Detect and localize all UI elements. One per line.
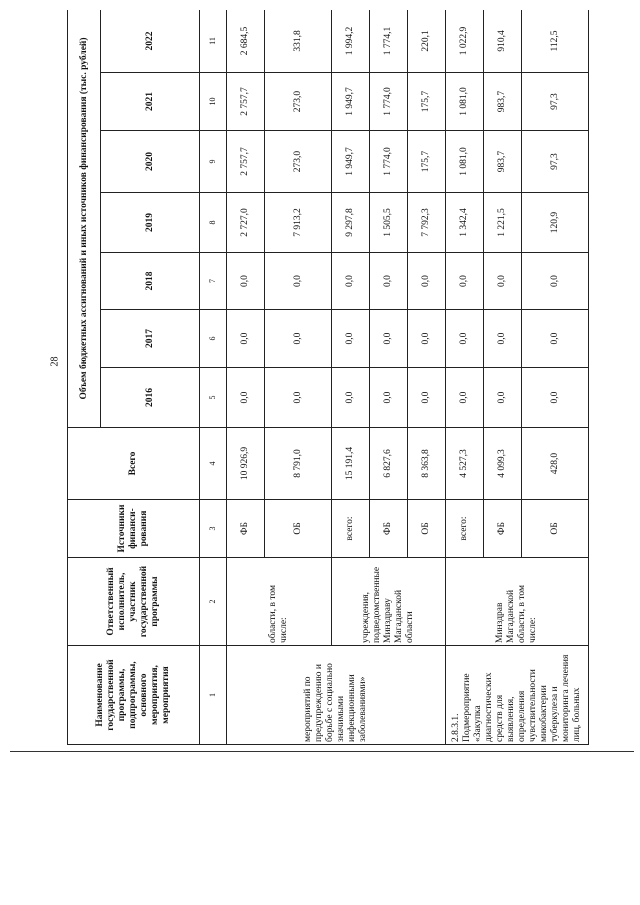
- value-cell: 1 081,0: [446, 131, 484, 193]
- value-cell: 1 949,7: [332, 73, 370, 131]
- value-cell: 0,0: [370, 253, 408, 310]
- source-cell: ФБ: [227, 500, 265, 558]
- page-number: 28: [49, 356, 61, 366]
- column-number: 1: [200, 646, 227, 745]
- value-cell: 2 727,0: [227, 193, 265, 253]
- value-cell: 0,0: [265, 310, 332, 368]
- value-cell: 983,7: [484, 73, 522, 131]
- value-cell: 9 297,8: [332, 193, 370, 253]
- total-cell: 4 099,3: [484, 428, 522, 500]
- value-cell: 331,8: [265, 10, 332, 73]
- source-cell: ОБ: [265, 500, 332, 558]
- header-year: 2021: [101, 73, 200, 131]
- source-cell: ФБ: [370, 500, 408, 558]
- value-cell: 0,0: [370, 310, 408, 368]
- value-cell: 2 757,7: [227, 73, 265, 131]
- value-cell: 983,7: [484, 131, 522, 193]
- column-number: 9: [200, 131, 227, 193]
- value-cell: 1 081,0: [446, 73, 484, 131]
- value-cell: 175,7: [408, 131, 446, 193]
- header-year: 2020: [101, 131, 200, 193]
- value-cell: 1 022,9: [446, 10, 484, 73]
- value-cell: 0,0: [522, 253, 589, 310]
- column-number: 2: [200, 558, 227, 646]
- column-number: 10: [200, 73, 227, 131]
- value-cell: 0,0: [227, 253, 265, 310]
- value-cell: 0,0: [484, 368, 522, 428]
- value-cell: 0,0: [522, 368, 589, 428]
- value-cell: 273,0: [265, 131, 332, 193]
- value-cell: 1 774,0: [370, 73, 408, 131]
- value-cell: 175,7: [408, 73, 446, 131]
- value-cell: 0,0: [332, 368, 370, 428]
- value-cell: 2 684,5: [227, 10, 265, 73]
- header-source: Источники финанси-рования: [68, 500, 200, 558]
- value-cell: 1 774,0: [370, 131, 408, 193]
- source-cell: ФБ: [484, 500, 522, 558]
- value-cell: 0,0: [484, 310, 522, 368]
- total-cell: 8 363,8: [408, 428, 446, 500]
- value-cell: 97,3: [522, 73, 589, 131]
- header-volume: Объем бюджетных ассигнований и иных источников финансирования (тыс. рублей): [68, 10, 101, 428]
- value-cell: 120,9: [522, 193, 589, 253]
- value-cell: 0,0: [522, 310, 589, 368]
- value-cell: 1 342,4: [446, 193, 484, 253]
- value-cell: 0,0: [370, 368, 408, 428]
- value-cell: 1 505,5: [370, 193, 408, 253]
- total-cell: 6 827,6: [370, 428, 408, 500]
- value-cell: 0,0: [227, 368, 265, 428]
- value-cell: 0,0: [408, 253, 446, 310]
- header-year: 2022: [101, 10, 200, 73]
- total-cell: 8 791,0: [265, 428, 332, 500]
- value-cell: 97,3: [522, 131, 589, 193]
- group-name: мероприятий по предупреждению и борьбе с социально значимыми инфекционными заболеваниями»: [227, 646, 446, 745]
- value-cell: 0,0: [227, 310, 265, 368]
- header-total: Всего: [68, 428, 200, 500]
- value-cell: 910,4: [484, 10, 522, 73]
- column-number: 8: [200, 193, 227, 253]
- value-cell: 0,0: [408, 368, 446, 428]
- column-number: 11: [200, 10, 227, 73]
- header-year: 2017: [101, 310, 200, 368]
- rotated-table-container: [67, 10, 617, 745]
- column-number: 6: [200, 310, 227, 368]
- header-executor: Ответственный исполнитель, участник государственной программы: [68, 558, 200, 646]
- value-cell: 0,0: [265, 253, 332, 310]
- total-cell: 4 527,3: [446, 428, 484, 500]
- header-name: Наименование государственной программы, подпрограммы, основного мероприятия, мероприятия: [68, 646, 200, 745]
- value-cell: 7 792,3: [408, 193, 446, 253]
- value-cell: 0,0: [484, 253, 522, 310]
- header-year: 2019: [101, 193, 200, 253]
- value-cell: 220,1: [408, 10, 446, 73]
- value-cell: 0,0: [446, 253, 484, 310]
- value-cell: 112,5: [522, 10, 589, 73]
- source-cell: всего:: [332, 500, 370, 558]
- value-cell: 1 994,2: [332, 10, 370, 73]
- total-cell: 15 191,4: [332, 428, 370, 500]
- value-cell: 0,0: [446, 310, 484, 368]
- source-cell: ОБ: [522, 500, 589, 558]
- executor-cell: Минздрав Магаданской области, в том числе:: [446, 558, 589, 646]
- financing-table: [67, 10, 589, 745]
- executor-cell: области, в том числе:: [227, 558, 332, 646]
- value-cell: 1 949,7: [332, 131, 370, 193]
- value-cell: 0,0: [408, 310, 446, 368]
- header-year: 2016: [101, 368, 200, 428]
- total-cell: 10 926,9: [227, 428, 265, 500]
- column-number: 5: [200, 368, 227, 428]
- value-cell: 1 774,1: [370, 10, 408, 73]
- column-number: 3: [200, 500, 227, 558]
- column-number: 7: [200, 253, 227, 310]
- header-year: 2018: [101, 253, 200, 310]
- source-cell: всего:: [446, 500, 484, 558]
- source-cell: ОБ: [408, 500, 446, 558]
- value-cell: 1 221,5: [484, 193, 522, 253]
- subevent-name: 2.8.3.1. Подмероприятие «Закупка диагностических средств для выявления, определения чувствительности микобактерии туберкулеза и мониторинга лечения лиц, больных: [446, 646, 589, 745]
- value-cell: 0,0: [265, 368, 332, 428]
- page-divider: [10, 751, 634, 752]
- executor-cell: учреждения, подведомственные Минздраву Магаданской области: [332, 558, 446, 646]
- value-cell: 7 913,2: [265, 193, 332, 253]
- value-cell: 0,0: [446, 368, 484, 428]
- column-number: 4: [200, 428, 227, 500]
- value-cell: 0,0: [332, 253, 370, 310]
- value-cell: 273,0: [265, 73, 332, 131]
- value-cell: 0,0: [332, 310, 370, 368]
- total-cell: 428,0: [522, 428, 589, 500]
- value-cell: 2 757,7: [227, 131, 265, 193]
